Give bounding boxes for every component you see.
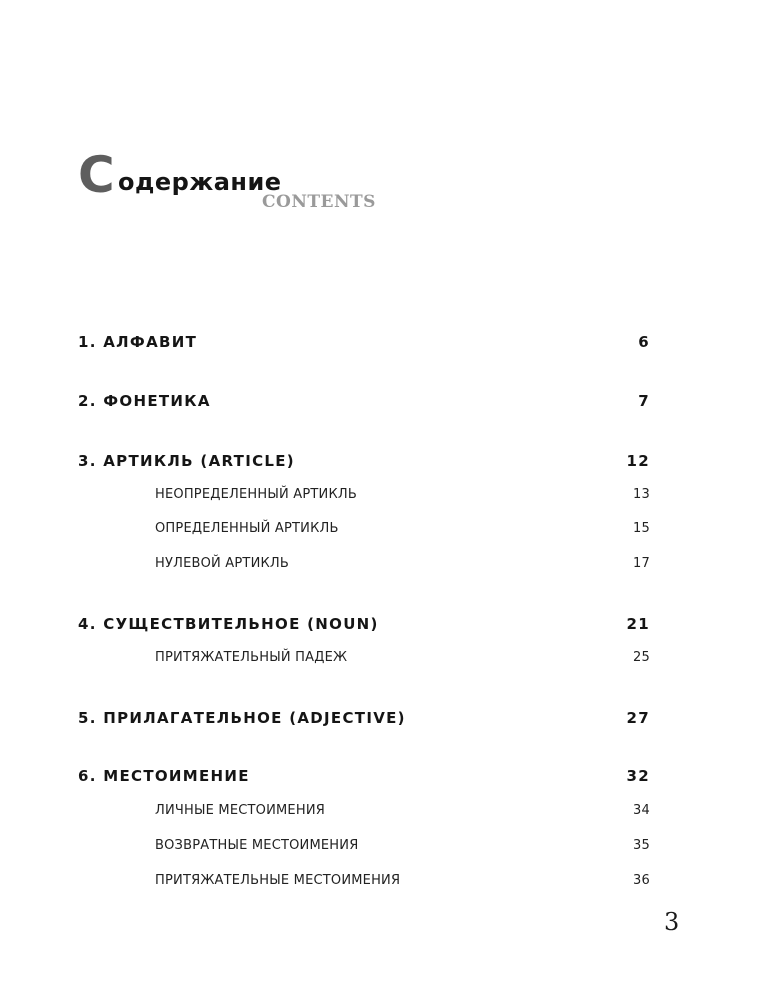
toc-entry-title: 6. МЕСТОИМЕНИЕ [78, 767, 250, 785]
toc-entry-page: 35 [633, 838, 650, 853]
toc-entry-title: 3. АРТИКЛЬ (ARTICLE) [78, 452, 295, 470]
toc-section-zero-article[interactable] [155, 556, 650, 571]
toc-section-reflexive-pronouns[interactable] [155, 838, 650, 853]
toc-entry-title: ПРИТЯЖАТЕЛЬНЫЕ МЕСТОИМЕНИЯ [155, 873, 401, 888]
toc-section-indefinite-article[interactable] [155, 487, 650, 502]
heading-initial-letter: С [78, 146, 115, 204]
toc-entry-page: 17 [633, 556, 650, 571]
toc-chapter-alphabet[interactable] [78, 333, 650, 351]
toc-entry-page: 36 [633, 873, 650, 888]
toc-entry-title: ВОЗВРАТНЫЕ МЕСТОИМЕНИЯ [155, 838, 359, 853]
toc-entry-title: ЛИЧНЫЕ МЕСТОИМЕНИЯ [155, 803, 325, 818]
toc-entry-title: ПРИТЯЖАТЕЛЬНЫЙ ПАДЕЖ [155, 650, 348, 665]
toc-entry-title: 2. ФОНЕТИКА [78, 392, 211, 410]
toc-entry-page: 15 [633, 521, 650, 536]
toc-entry-title: 1. АЛФАВИТ [78, 333, 198, 351]
toc-entry-page: 21 [626, 615, 650, 633]
heading-title: одержание [118, 168, 282, 196]
toc-entry-page: 12 [626, 452, 650, 470]
toc-entry-page: 7 [638, 392, 650, 410]
toc-entry-title: НУЛЕВОЙ АРТИКЛЬ [155, 556, 290, 571]
toc-entry-page: 34 [633, 803, 650, 818]
toc-section-possessive-pronouns[interactable] [155, 873, 650, 888]
toc-section-definite-article[interactable] [155, 521, 650, 536]
page-number: 3 [664, 908, 680, 936]
contents-heading [78, 146, 478, 220]
toc-entry-page: 6 [638, 333, 650, 351]
toc-chapter-noun[interactable] [78, 615, 650, 633]
toc-entry-title: 5. ПРИЛАГАТЕЛЬНОЕ (ADJECTIVE) [78, 709, 406, 727]
toc-entry-page: 27 [626, 709, 650, 727]
heading-subtitle: CONTENTS [262, 192, 376, 212]
toc-entry-title: ОПРЕДЕЛЕННЫЙ АРТИКЛЬ [155, 521, 339, 536]
toc-section-personal-pronouns[interactable] [155, 803, 650, 818]
toc-entry-title: 4. СУЩЕСТВИТЕЛЬНОЕ (NOUN) [78, 615, 379, 633]
toc-chapter-phonetics[interactable] [78, 392, 650, 410]
toc-entry-page: 13 [633, 487, 650, 502]
toc-section-possessive-case[interactable] [155, 650, 650, 665]
toc-chapter-adjective[interactable] [78, 709, 650, 727]
toc-chapter-article[interactable] [78, 452, 650, 470]
toc-entry-title: НЕОПРЕДЕЛЕННЫЙ АРТИКЛЬ [155, 487, 358, 502]
toc-chapter-pronoun[interactable] [78, 767, 650, 785]
toc-entry-page: 32 [626, 767, 650, 785]
toc-entry-page: 25 [633, 650, 650, 665]
